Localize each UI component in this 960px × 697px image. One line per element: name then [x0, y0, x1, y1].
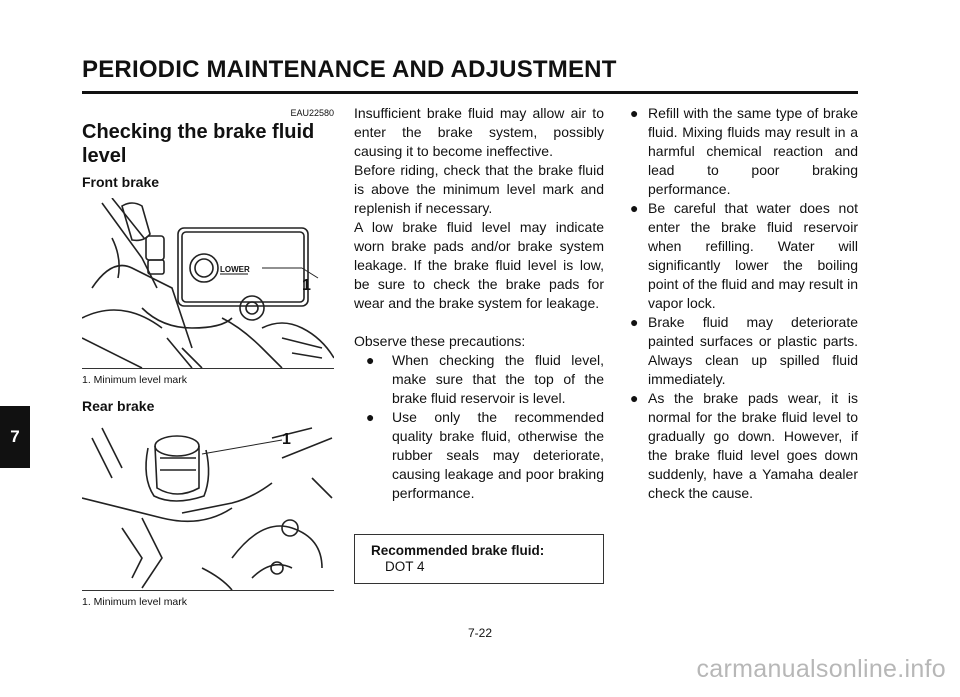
header-rule: [82, 91, 858, 94]
paragraph-1: Insufficient brake fluid may allow air to enter the brake system, possibly causing it to become ineffective.: [354, 105, 604, 159]
right-column: [630, 104, 858, 503]
list-item: ● Be careful that water does not enter the brake fluid reservoir when refilling. Water will significantly lower the boiling point of the fluid and may result in vapor lock.: [630, 200, 858, 311]
left-column: [82, 100, 334, 608]
front-brake-illustration: [82, 198, 334, 368]
precautions-intro: Observe these precautions:: [354, 333, 526, 349]
middle-column: [354, 104, 604, 503]
front-caption: 1. Minimum level mark: [82, 374, 188, 386]
page-number: 7-22: [467, 626, 493, 640]
rear-brake-figure: [82, 418, 334, 591]
section-code: EAU22580: [290, 108, 334, 118]
rear-brake-illustration: [82, 418, 334, 590]
list-item: ● Use only the recommended quality brake fluid, otherwise the rubber seals may deteriorate, causing leakage and poor braking performance.: [366, 409, 604, 501]
list-item: ● Refill with the same type of brake fluid. Mixing fluids may result in a harmful chemical reaction and lead to poor braking performance.: [630, 105, 858, 197]
list-item: ● Brake fluid may deteriorate painted surfaces or plastic parts. Always clean up spilled fluid immediately.: [630, 314, 858, 387]
rear-callout-number: 1: [282, 431, 291, 448]
recommended-fluid-box: [354, 534, 604, 584]
right-bullet-list: [630, 104, 858, 503]
precautions-list: [366, 351, 604, 503]
recommended-value: DOT 4: [385, 559, 425, 574]
list-item: ● As the brake pads wear, it is normal for the brake fluid level to gradually go down. However, if the brake fluid level goes down suddenly, have a Yamaha dealer check the cause.: [630, 390, 858, 501]
rear-caption: 1. Minimum level mark: [82, 596, 188, 608]
watermark: carmanualsonline.info: [696, 655, 946, 683]
page-header: PERIODIC MAINTENANCE AND ADJUSTMENT: [82, 56, 617, 83]
front-brake-figure: [82, 198, 334, 369]
recommended-title: Recommended brake fluid:: [371, 543, 545, 558]
lower-mark-label: LOWER: [220, 265, 250, 274]
rear-brake-subtitle: Rear brake: [82, 398, 155, 414]
section-title: Checking the brake fluid level: [82, 121, 315, 167]
paragraph-3: A low brake fluid level may indicate worn brake pads and/or brake system leakage. If the brake fluid level is low, be sure to check the brake pads for wear and the brake system for leakage.: [354, 219, 604, 311]
front-callout-number: 1: [302, 277, 311, 294]
list-item: ● When checking the fluid level, make sure that the top of the brake fluid reservoir is level.: [366, 352, 604, 406]
chapter-tab: 7: [0, 406, 30, 468]
front-brake-subtitle: Front brake: [82, 174, 160, 190]
paragraph-2: Before riding, check that the brake fluid is above the minimum level mark and replenish if necessary.: [354, 162, 604, 216]
